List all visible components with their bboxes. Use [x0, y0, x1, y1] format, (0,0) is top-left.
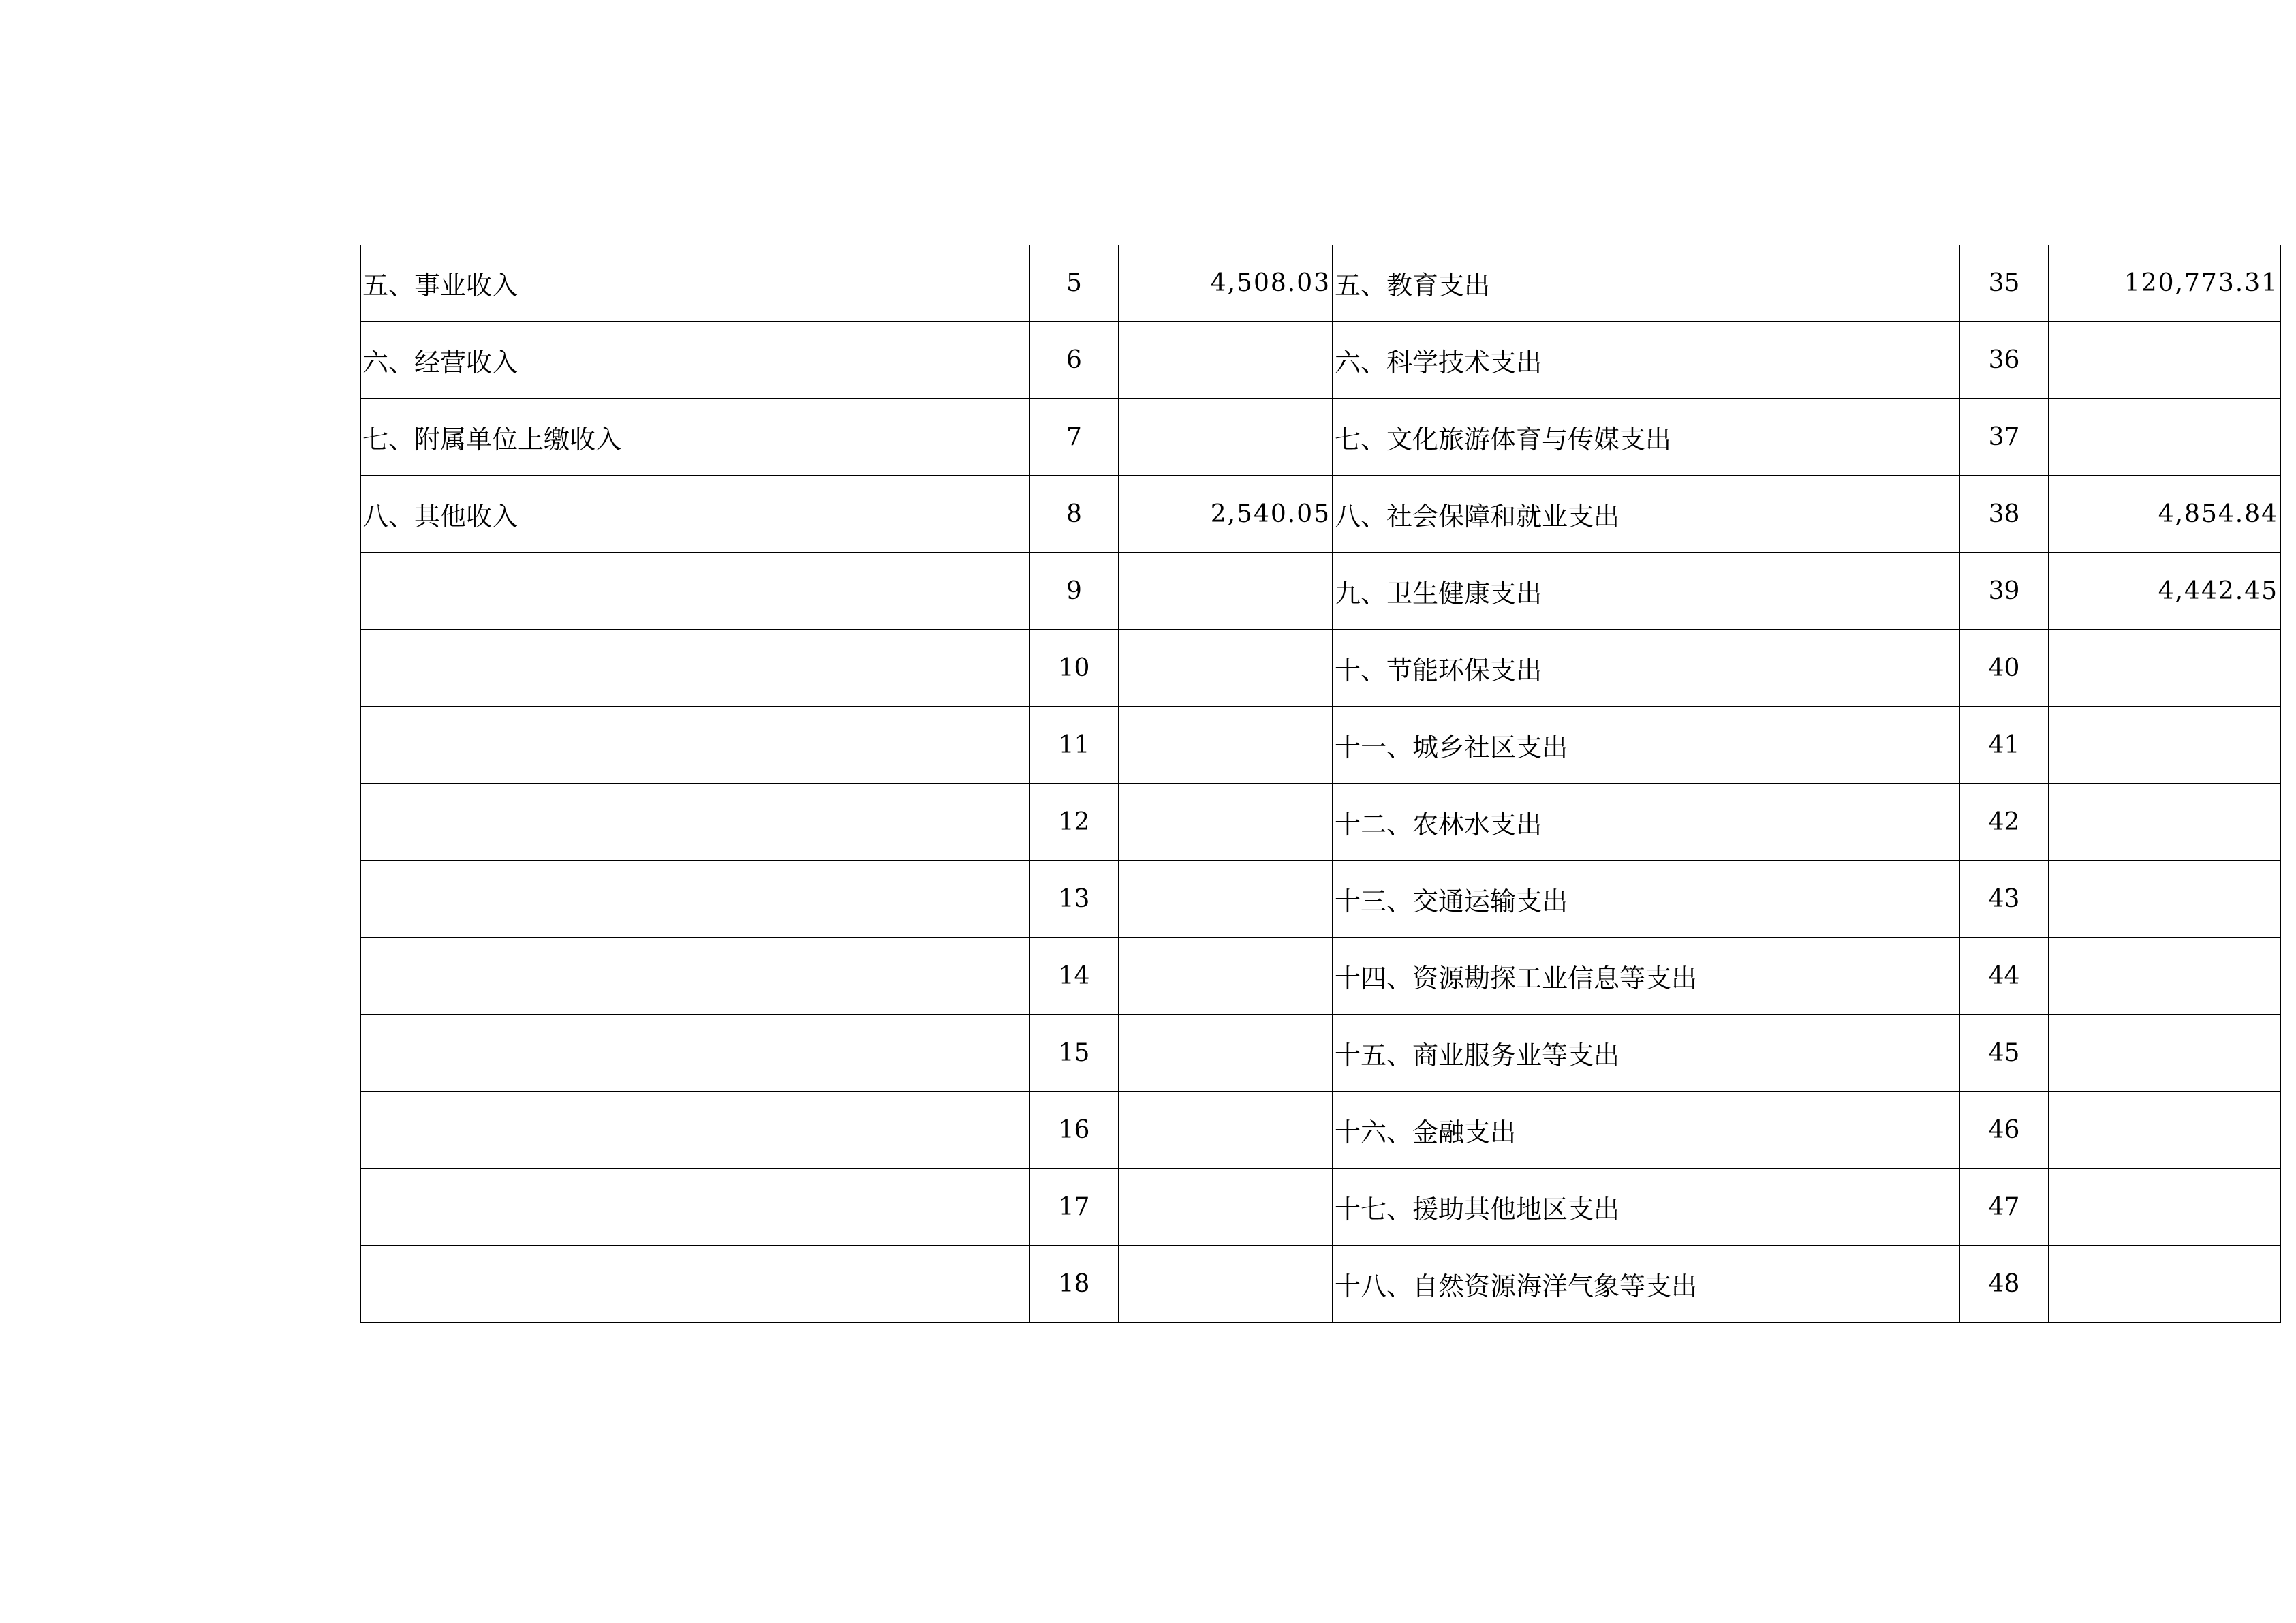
income-amount-cell [1119, 630, 1333, 707]
expense-line-number-cell: 43 [1959, 861, 2049, 938]
expense-amount-cell: 4,442.45 [2049, 553, 2280, 630]
income-item-cell [360, 784, 1029, 861]
expense-amount-cell [2049, 630, 2280, 707]
expense-amount-cell [2049, 1092, 2280, 1169]
expense-item-cell: 十三、交通运输支出 [1333, 861, 1959, 938]
expense-item-cell: 七、文化旅游体育与传媒支出 [1333, 399, 1959, 476]
table-row [360, 1169, 2280, 1246]
expense-amount-cell: 4,854.84 [2049, 476, 2280, 553]
expense-line-number-cell: 47 [1959, 1169, 2049, 1246]
table-row [360, 322, 2280, 399]
expense-line-number-cell: 35 [1959, 245, 2049, 322]
expense-item-cell: 十七、援助其他地区支出 [1333, 1169, 1959, 1246]
expense-amount-cell [2049, 707, 2280, 784]
table-row [360, 245, 2280, 322]
income-item-cell: 六、经营收入 [360, 322, 1029, 399]
expense-amount-cell [2049, 322, 2280, 399]
expense-item-cell: 十四、资源勘探工业信息等支出 [1333, 938, 1959, 1015]
income-amount-cell [1119, 1246, 1333, 1323]
expense-line-number-cell: 44 [1959, 938, 2049, 1015]
expense-item-cell: 八、社会保障和就业支出 [1333, 476, 1959, 553]
income-item-cell [360, 938, 1029, 1015]
income-amount-cell [1119, 707, 1333, 784]
income-amount-cell [1119, 1092, 1333, 1169]
expense-amount-cell [2049, 399, 2280, 476]
expense-item-cell: 十五、商业服务业等支出 [1333, 1015, 1959, 1092]
table-row [360, 707, 2280, 784]
expense-line-number-cell: 46 [1959, 1092, 2049, 1169]
income-line-number-cell: 5 [1029, 245, 1119, 322]
income-amount-cell [1119, 938, 1333, 1015]
income-amount-cell [1119, 1169, 1333, 1246]
income-item-cell [360, 861, 1029, 938]
income-item-cell [360, 553, 1029, 630]
expense-line-number-cell: 39 [1959, 553, 2049, 630]
expense-item-cell: 十二、农林水支出 [1333, 784, 1959, 861]
income-item-cell [360, 1092, 1029, 1169]
income-item-cell [360, 630, 1029, 707]
income-item-cell: 八、其他收入 [360, 476, 1029, 553]
income-amount-cell: 2,540.05 [1119, 476, 1333, 553]
income-item-cell [360, 1169, 1029, 1246]
expense-item-cell: 十八、自然资源海洋气象等支出 [1333, 1246, 1959, 1323]
expense-line-number-cell: 38 [1959, 476, 2049, 553]
expense-line-number-cell: 41 [1959, 707, 2049, 784]
expense-line-number-cell: 36 [1959, 322, 2049, 399]
table-row [360, 476, 2280, 553]
expense-amount-cell: 120,773.31 [2049, 245, 2280, 322]
income-item-cell: 五、事业收入 [360, 245, 1029, 322]
expense-item-cell: 十一、城乡社区支出 [1333, 707, 1959, 784]
income-item-cell [360, 707, 1029, 784]
income-item-cell: 七、附属单位上缴收入 [360, 399, 1029, 476]
table-row [360, 861, 2280, 938]
table-row [360, 784, 2280, 861]
income-amount-cell [1119, 784, 1333, 861]
expense-line-number-cell: 42 [1959, 784, 2049, 861]
income-line-number-cell: 7 [1029, 399, 1119, 476]
table-row [360, 630, 2280, 707]
income-amount-cell [1119, 1015, 1333, 1092]
expense-line-number-cell: 45 [1959, 1015, 2049, 1092]
table-row [360, 399, 2280, 476]
income-line-number-cell: 14 [1029, 938, 1119, 1015]
income-line-number-cell: 18 [1029, 1246, 1119, 1323]
expense-item-cell: 五、教育支出 [1333, 245, 1959, 322]
income-line-number-cell: 8 [1029, 476, 1119, 553]
expense-amount-cell [2049, 1169, 2280, 1246]
table-row [360, 1092, 2280, 1169]
table-row [360, 938, 2280, 1015]
income-item-cell [360, 1246, 1029, 1323]
expense-item-cell: 六、科学技术支出 [1333, 322, 1959, 399]
income-line-number-cell: 13 [1029, 861, 1119, 938]
income-line-number-cell: 12 [1029, 784, 1119, 861]
expense-amount-cell [2049, 1015, 2280, 1092]
table-row [360, 553, 2280, 630]
income-amount-cell [1119, 399, 1333, 476]
expense-amount-cell [2049, 938, 2280, 1015]
income-amount-cell [1119, 553, 1333, 630]
table-body [360, 245, 2280, 1323]
income-line-number-cell: 17 [1029, 1169, 1119, 1246]
income-amount-cell: 4,508.03 [1119, 245, 1333, 322]
expense-item-cell: 十六、金融支出 [1333, 1092, 1959, 1169]
expense-line-number-cell: 48 [1959, 1246, 2049, 1323]
income-amount-cell [1119, 322, 1333, 399]
table-row [360, 1246, 2280, 1323]
income-line-number-cell: 9 [1029, 553, 1119, 630]
expense-amount-cell [2049, 1246, 2280, 1323]
expense-item-cell: 九、卫生健康支出 [1333, 553, 1959, 630]
income-line-number-cell: 6 [1029, 322, 1119, 399]
expense-amount-cell [2049, 861, 2280, 938]
expense-item-cell: 十、节能环保支出 [1333, 630, 1959, 707]
income-line-number-cell: 15 [1029, 1015, 1119, 1092]
income-line-number-cell: 16 [1029, 1092, 1119, 1169]
income-line-number-cell: 11 [1029, 707, 1119, 784]
expense-line-number-cell: 40 [1959, 630, 2049, 707]
income-amount-cell [1119, 861, 1333, 938]
table-row [360, 1015, 2280, 1092]
income-line-number-cell: 10 [1029, 630, 1119, 707]
income-item-cell [360, 1015, 1029, 1092]
income-expenditure-table [360, 245, 2281, 1323]
expense-line-number-cell: 37 [1959, 399, 2049, 476]
expense-amount-cell [2049, 784, 2280, 861]
